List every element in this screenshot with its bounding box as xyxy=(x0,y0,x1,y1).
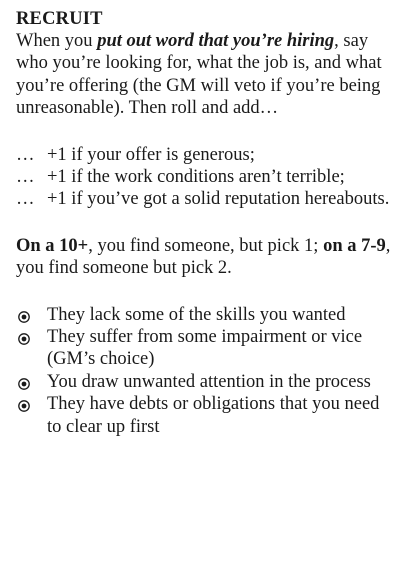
complication-item xyxy=(16,393,396,438)
complication-text: They suffer from some impairment or vice (GM’s choice) xyxy=(47,327,363,370)
intro-pre: When you xyxy=(16,31,98,51)
complication-text: They lack some of the skills you wanted xyxy=(47,304,346,325)
ellipsis-marker: … xyxy=(16,189,35,210)
complication-item xyxy=(16,371,396,393)
outcome-text xyxy=(16,235,396,280)
circled-dot-icon xyxy=(16,393,47,438)
complication-list xyxy=(16,304,396,438)
circled-dot-icon xyxy=(16,304,47,326)
outcome-mid-text: , you find someone but pick 2. xyxy=(16,235,391,279)
modifier-list xyxy=(16,144,396,211)
outcome-high-text: , you find someone, but pick 1; xyxy=(88,235,324,256)
ellipsis-marker: … xyxy=(16,144,35,165)
move-card xyxy=(16,8,396,438)
move-title: RECRUIT xyxy=(16,9,103,29)
move-intro xyxy=(16,30,396,120)
modifier-item xyxy=(16,144,396,166)
modifier-item xyxy=(16,188,396,210)
complication-item xyxy=(16,326,396,371)
ellipsis-marker: … xyxy=(16,167,35,188)
complication-item xyxy=(16,304,396,326)
circled-dot-icon xyxy=(16,371,47,393)
complication-text: You draw unwanted attention in the process xyxy=(47,371,371,392)
modifier-text: +1 if you’ve got a solid reputation hereabouts. xyxy=(47,189,390,210)
move-trigger: put out word that you’re hiring xyxy=(97,31,335,51)
intro-post: , say who you’re looking for, what the job is, and what you’re offering (the GM will veto if you’re being unreasonable). Then roll and add… xyxy=(16,31,382,119)
modifier-text: +1 if the work conditions aren’t terrible; xyxy=(47,167,345,188)
complication-text: They have debts or obligations that you need to clear up first xyxy=(47,394,380,437)
modifier-text: +1 if your offer is generous; xyxy=(47,144,255,165)
outcome-high-label: On a 10+ xyxy=(16,235,89,256)
circled-dot-icon xyxy=(16,326,47,371)
modifier-item xyxy=(16,166,396,188)
outcome-mid-label: on a 7-9 xyxy=(323,235,386,256)
